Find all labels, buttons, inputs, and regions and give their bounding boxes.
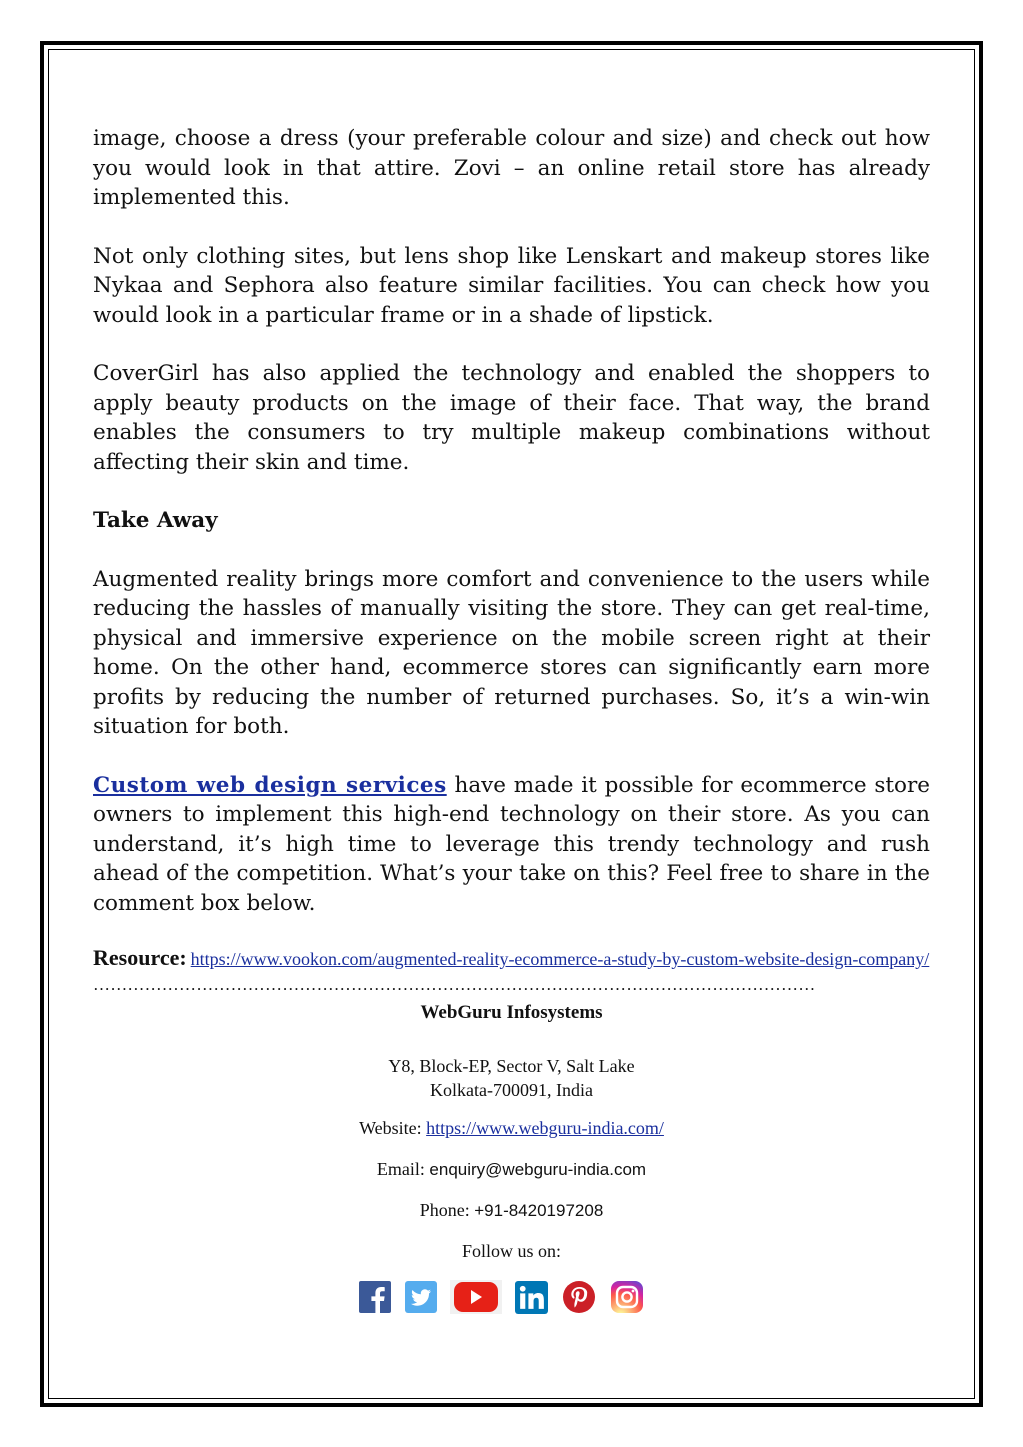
- phone-line: [48, 1200, 975, 1221]
- resource-label: Resource:: [93, 945, 187, 970]
- company-address: [48, 1054, 975, 1102]
- phone-label: Phone:: [419, 1200, 475, 1220]
- email-line: [48, 1159, 975, 1180]
- follow-label: Follow us on:: [461, 1241, 562, 1261]
- resource-line: [93, 943, 930, 975]
- facebook-icon[interactable]: [358, 1280, 392, 1314]
- email-value: enquiry@webguru-india.com: [429, 1160, 647, 1179]
- paragraph-lens-makeup: Not only clothing sites, but lens shop like Lenskart and makeup stores like Nykaa and Sephora also feature similar facilities. You can check how you would look in a particular frame or in a shade of lipstick.: [93, 243, 930, 328]
- twitter-icon[interactable]: [404, 1280, 438, 1314]
- website-link[interactable]: https://www.webguru-india.com/: [426, 1118, 664, 1138]
- dotted-divider: ………………………………………………………………………………………………………………: [93, 975, 816, 994]
- article-body: [93, 124, 930, 995]
- youtube-icon[interactable]: [450, 1280, 502, 1314]
- paragraph-virtual-try-on: image, choose a dress (your preferable colour and size) and check out how you would look in that attire. Zovi – an online retail store has already implemented this.: [93, 126, 930, 210]
- paragraph-custom-design: [93, 771, 930, 919]
- company-name: WebGuru Infosystems: [420, 1002, 603, 1023]
- paragraph-covergirl: CoverGirl has also applied the technology and enabled the shoppers to apply beauty products on the image of their face. That way, the brand enables the consumers to try multiple makeup combinations without affecting their skin and time.: [93, 361, 930, 475]
- custom-web-design-link[interactable]: Custom web design services: [93, 772, 447, 798]
- paragraph-custom-design-text: have made it possible for ecommerce store owners to implement this high-end technology on their store. As you can understand, it’s high time to leverage this trendy technology and rush ahead of the competition. What’s your take on this? Feel free to share in the comment box below.: [93, 772, 930, 916]
- linkedin-icon[interactable]: [514, 1280, 548, 1314]
- instagram-icon[interactable]: [610, 1280, 644, 1314]
- social-icons: [358, 1280, 644, 1314]
- address-line-2: Kolkata-700091, India: [430, 1080, 593, 1100]
- email-label: Email:: [376, 1159, 430, 1179]
- section-heading: Take Away: [93, 508, 218, 533]
- website-label: Website:: [359, 1118, 427, 1138]
- resource-link[interactable]: https://www.vookon.com/augmented-reality-ecommerce-a-study-by-custom-website-design-company/: [190, 949, 930, 969]
- website-line: [48, 1118, 975, 1139]
- pinterest-icon[interactable]: [562, 1280, 596, 1314]
- paragraph-takeaway: Augmented reality brings more comfort and convenience to the users while reducing the hassles of manually visiting the store. They can get real-time, physical and immersive experience on the mobile screen right at their home. On the other hand, ecommerce stores can significantly earn more profits by reducing the number of returned purchases. So, it’s a win-win situation for both.: [93, 566, 930, 739]
- address-line-1: Y8, Block-EP, Sector V, Salt Lake: [388, 1056, 635, 1076]
- phone-value: +91-8420197208: [474, 1201, 604, 1220]
